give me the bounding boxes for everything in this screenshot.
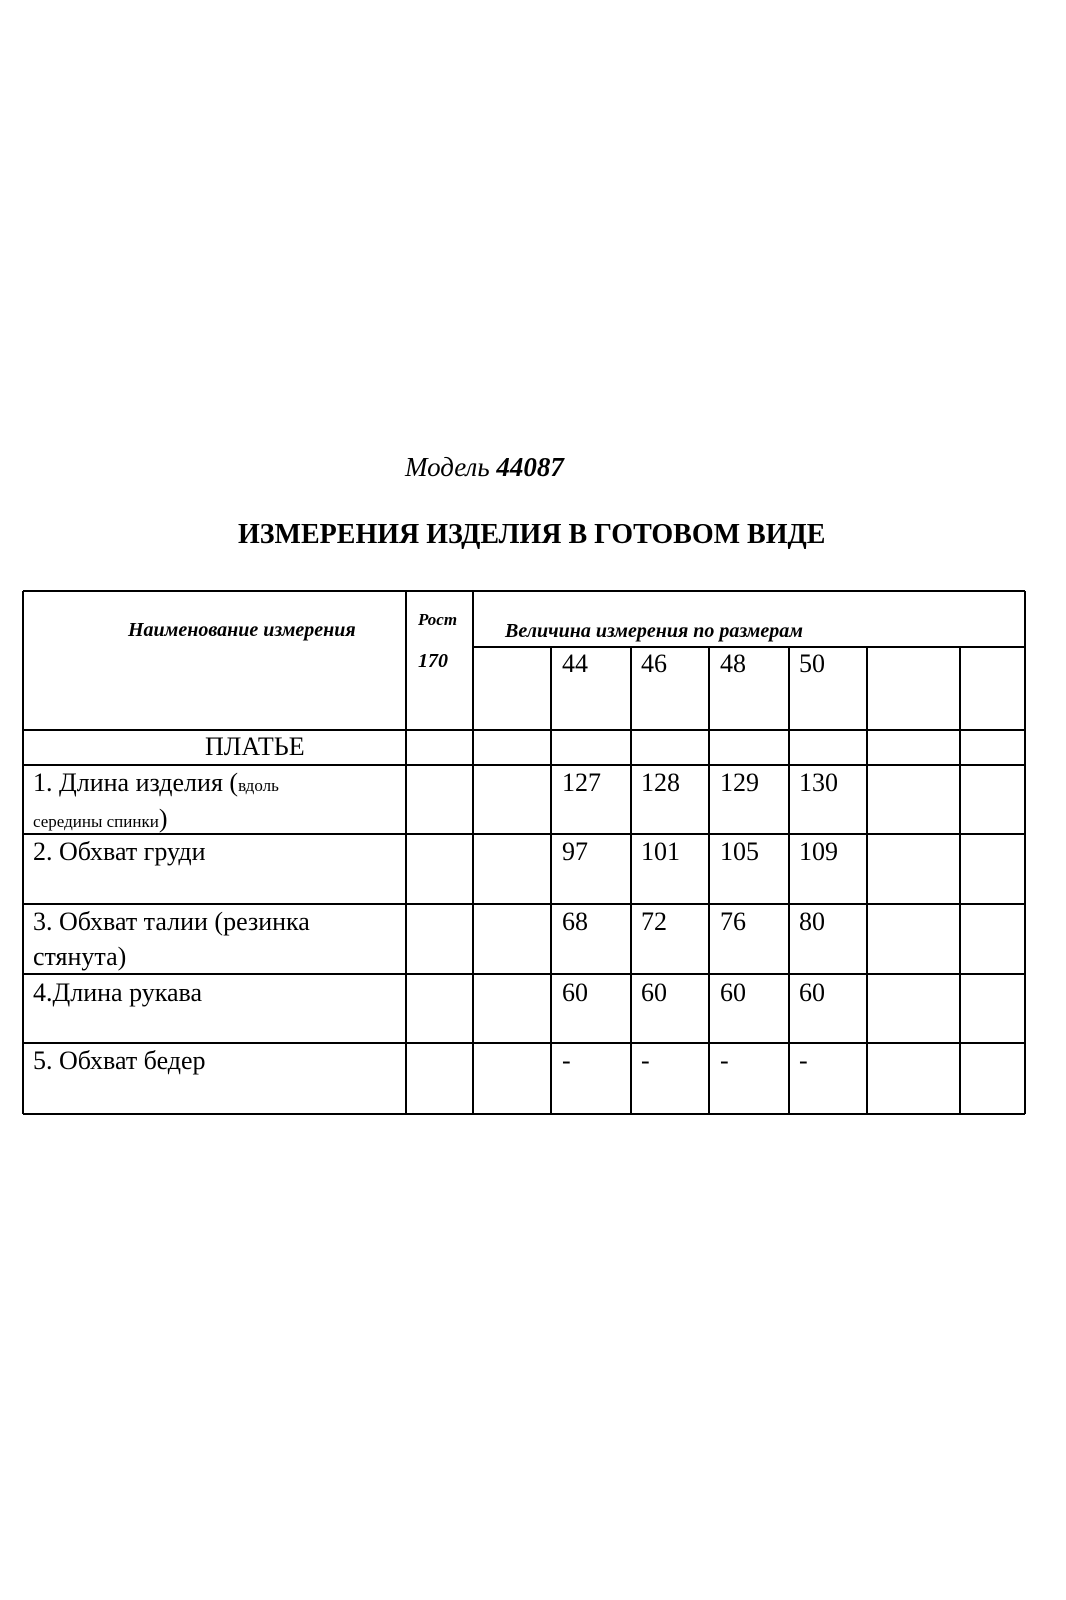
row-label-note: вдоль	[238, 776, 279, 795]
table-cell: 76	[720, 907, 746, 936]
table-cell: 68	[562, 907, 588, 936]
row-label: 4.Длина рукава	[33, 978, 202, 1007]
row-label	[33, 770, 279, 796]
size-header: 48	[720, 649, 746, 678]
table-cell: 60	[641, 978, 667, 1007]
section-title: ПЛАТЬЕ	[205, 732, 305, 761]
table-cell: 127	[562, 768, 601, 797]
table-cell: -	[799, 1046, 808, 1075]
table-cell: 129	[720, 768, 759, 797]
height-label: Рост	[418, 610, 458, 629]
row-label: 3. Обхват талии (резинка	[33, 907, 310, 936]
table-cell: -	[720, 1046, 729, 1075]
page-title: ИЗМЕРЕНИЯ ИЗДЕЛИЯ В ГОТОВОМ ВИДЕ	[238, 519, 826, 550]
sizes-header: Величина измерения по размерам	[505, 620, 803, 642]
size-header: 50	[799, 649, 825, 678]
table-cell: 72	[641, 907, 667, 936]
table-cell: 97	[562, 837, 588, 866]
model-number: 44087	[496, 452, 564, 482]
name-column-header: Наименование измерения	[128, 619, 356, 641]
row-label-continued	[33, 806, 168, 832]
table-cell: -	[562, 1046, 571, 1075]
row-label-text: 1. Длина изделия (	[33, 768, 239, 797]
row-label: 2. Обхват груди	[33, 837, 206, 866]
table-cell: 109	[799, 837, 838, 866]
table-cell: 80	[799, 907, 825, 936]
table-cell: 105	[720, 837, 759, 866]
table-cell: 60	[720, 978, 746, 1007]
table-cell: 101	[641, 837, 680, 866]
row-label-note: середины спинки	[33, 812, 159, 831]
model-prefix: Модель	[405, 452, 490, 482]
size-header: 44	[562, 649, 588, 678]
table-cell: 60	[562, 978, 588, 1007]
table-cell: 60	[799, 978, 825, 1007]
size-header: 46	[641, 649, 667, 678]
height-value: 170	[418, 650, 448, 672]
row-label-text: )	[158, 804, 168, 833]
table-cell: -	[641, 1046, 650, 1075]
table-cell: 128	[641, 768, 680, 797]
row-label-continued: стянута)	[33, 942, 127, 971]
row-label: 5. Обхват бедер	[33, 1046, 206, 1075]
table-cell: 130	[799, 768, 838, 797]
